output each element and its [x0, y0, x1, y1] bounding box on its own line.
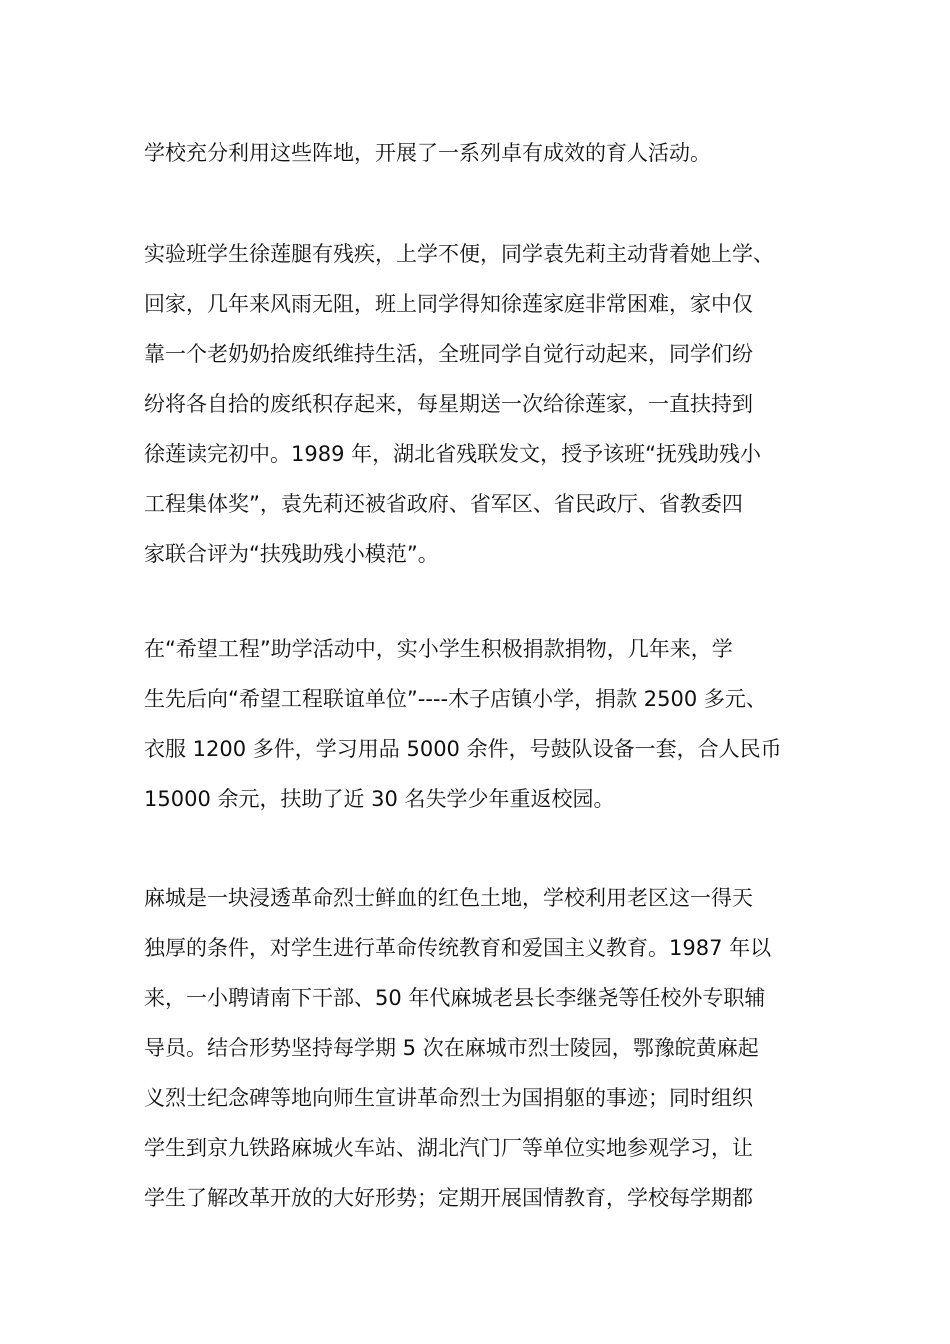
text-line: 义烈士纪念碑等地向师生宣讲革命烈士为国捐躯的事迹；同时组织 — [144, 1086, 753, 1110]
text-line: 徐莲读完初中。1989 年，湖北省残联发文，授予该班“抚残助残小 — [144, 442, 761, 466]
text-line: 麻城是一块浸透革命烈士鲜血的红色土地，学校利用老区这一得天 — [144, 886, 753, 910]
text-line: 学校充分利用这些阵地，开展了一系列卓有成效的育人活动。 — [144, 141, 711, 165]
paragraph-1 — [144, 128, 834, 178]
text-line: 导员。结合形势坚持每学期 5 次在麻城市烈士陵园，鄂豫皖黄麻起 — [144, 1036, 759, 1060]
text-line: 实验班学生徐莲腿有残疾，上学不便，同学袁先莉主动背着她上学、 — [144, 242, 774, 266]
text-line: 生先后向“希望工程联谊单位”----木子店镇小学，捐款 2500 多元、 — [144, 687, 767, 711]
text-line: 纷将各自拾的废纸积存起来，每星期送一次给徐莲家，一直扶持到 — [144, 392, 753, 416]
text-line: 来，一小聘请南下干部、50 年代麻城老县长李继尧等任校外专职辅 — [144, 986, 766, 1010]
paragraph-2 — [144, 229, 834, 579]
text-line: 独厚的条件，对学生进行革命传统教育和爱国主义教育。1987 年以 — [144, 936, 772, 960]
text-line: 在“希望工程”助学活动中，实小学生积极捐款捐物，几年来，学 — [144, 637, 733, 661]
paragraph-3 — [144, 624, 834, 824]
text-line: 衣服 1200 多件，学习用品 5000 余件，号鼓队设备一套，合人民币 — [144, 737, 782, 761]
text-line: 工程集体奖”，袁先莉还被省政府、省军区、省民政厅、省教委四 — [144, 492, 743, 516]
text-line: 学生了解改革开放的大好形势；定期开展国情教育，学校每学期都 — [144, 1186, 753, 1210]
text-line: 15000 余元，扶助了近 30 名失学少年重返校园。 — [144, 787, 615, 811]
text-line: 靠一个老奶奶拾废纸维持生活，全班同学自觉行动起来，同学们纷 — [144, 342, 753, 366]
paragraph-4 — [144, 873, 834, 1223]
text-line: 回家，几年来风雨无阻，班上同学得知徐莲家庭非常困难，家中仅 — [144, 292, 753, 316]
text-line: 学生到京九铁路麻城火车站、湖北汽门厂等单位实地参观学习，让 — [144, 1136, 753, 1160]
text-line: 家联合评为“扶残助残小模范”。 — [144, 542, 439, 566]
